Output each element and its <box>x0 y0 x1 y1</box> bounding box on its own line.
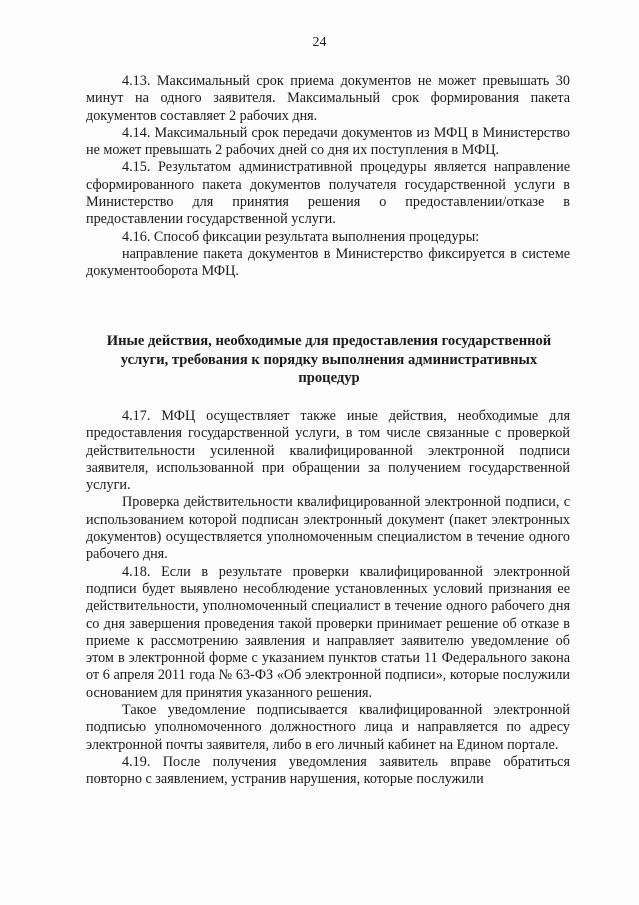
paragraph-4-16: 4.16. Способ фиксации результата выполнения процедуры: <box>122 228 480 245</box>
paragraph-notification: Такое уведомление подписывается квалифицированной электронной подписью уполномоченного должностного лица и направляется по адресу электронной почты заявителя, либо в его личный кабинет на Едином портале. <box>86 702 570 753</box>
paragraph-4-15: 4.15. Результатом административной процедуры является направление сформированного пакета документов получателя государственной услуги в Министерство для принятия решения о предоставлении/отказе в предоставлении государственной услуги. <box>86 159 570 228</box>
paragraph-signature-check: Проверка действительности квалифицированной электронной подписи, с использованием которой подписан электронный документ (пакет электронных документов) осуществляется уполномоченным специалистом в течение одного рабочего дня. <box>86 494 570 563</box>
paragraph-4-19: 4.19. После получения уведомления заявитель вправе обратиться повторно с заявлением, устранив нарушения, которые послужили <box>86 753 570 788</box>
section-b <box>86 408 570 789</box>
paragraph-4-13: 4.13. Максимальный срок приема документов не может превышать 30 минут на одного заявителя. Максимальный срок формирования пакета документов составляет 2 рабочих дня. <box>86 73 570 124</box>
paragraph-4-18: 4.18. Если в результате проверки квалифицированной электронной подписи будет выявлено несоблюдение установленных условий признания ее действительности, уполномоченный специалист в течение одного рабочего дня со дня завершения проведения такой проверки принимает решение об отказе в приеме к рассмотрению заявления и направляет заявителю уведомление об этом в электронной форме с указанием пунктов статьи 11 Федерального закона от 6 апреля 2011 года № 63-ФЗ «Об электронной подписи», которые послужили основанием для принятия указанного решения. <box>86 563 570 701</box>
section-heading: Иные действия, необходимые для предоставления государственной услуги, требования к порядку выполнения административных процедур <box>106 333 552 386</box>
paragraph-4-14: 4.14. Максимальный срок передачи документов из МФЦ в Министерство не может превышать 2 рабочих дней со дня их поступления в МФЦ. <box>86 124 570 159</box>
section-a <box>86 73 570 281</box>
page-number: 24 <box>312 35 327 50</box>
paragraph-4-16-detail: направление пакета документов в Министерство фиксируется в системе документооборота МФЦ. <box>86 245 570 280</box>
paragraph-4-17: 4.17. МФЦ осуществляет также иные действия, необходимые для предоставления государственной услуги, в том числе связанные с проверкой действительности усиленной квалифицированной электронной подписи заявителя, использованной при обращении за получением государственной услуги. <box>86 408 570 494</box>
